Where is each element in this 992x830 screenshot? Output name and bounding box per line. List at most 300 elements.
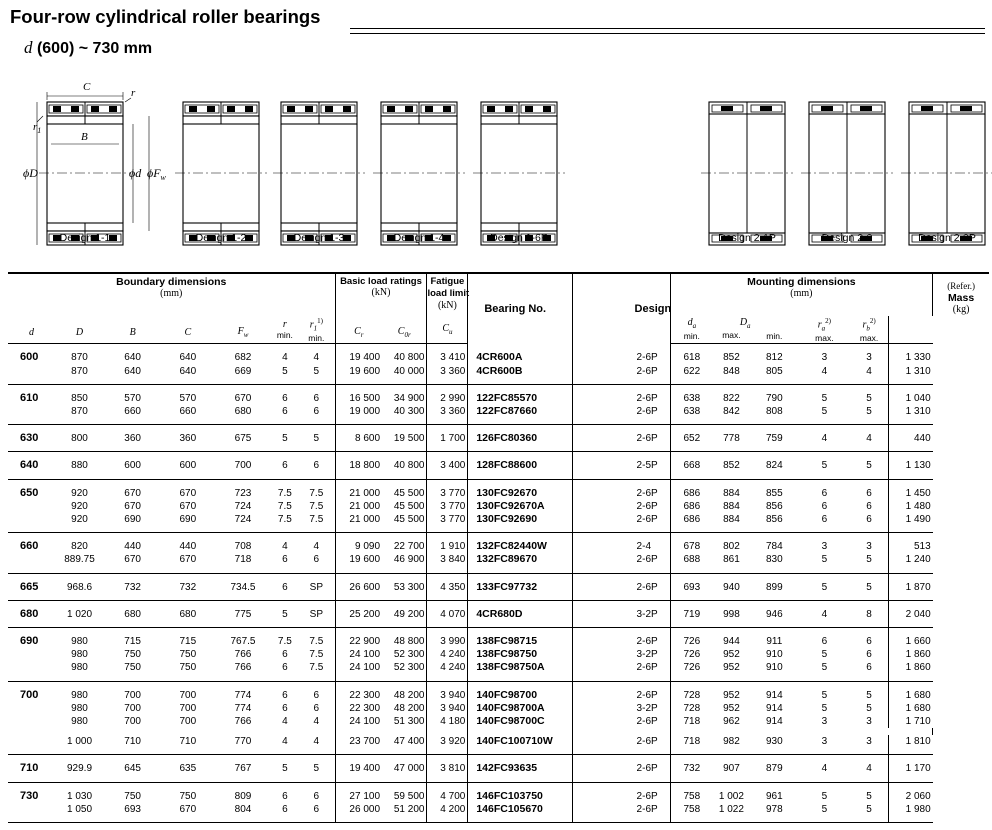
cell-ra: 5 — [799, 661, 850, 681]
cell-Cu: 3 770 — [427, 513, 468, 533]
cell-r: 6 — [272, 452, 299, 479]
cell-r: 7.5 — [277, 487, 292, 499]
row-group — [8, 425, 989, 452]
bearing-no-header: Bearing No. — [468, 273, 572, 344]
cell-rb: 5 — [866, 689, 872, 701]
cell-Fw: 766 — [214, 661, 271, 681]
cell-da: 728 — [670, 681, 713, 702]
cell-D: 800 — [55, 425, 104, 452]
row-group — [8, 782, 989, 822]
cell-r: 4 — [282, 352, 288, 364]
cell-da: 678 — [670, 533, 713, 554]
cell-d: 610 — [20, 391, 39, 404]
cell-da: 726 — [670, 661, 713, 681]
cell-rb: 5 — [850, 452, 889, 479]
cell-d — [8, 715, 55, 728]
mass-header: (Refer.) Mass (kg) — [933, 273, 989, 316]
cell-design: 2-6P — [572, 513, 670, 533]
cell-r: 6 — [282, 649, 288, 661]
cell-design: 2-6P — [572, 735, 670, 755]
cell-bearing-no: 140FC100710W — [468, 735, 572, 755]
cell-Cr: 25 200 — [335, 600, 382, 627]
cell-Cr: 21 000 — [335, 479, 382, 500]
cell-C0r: 45 500 — [393, 500, 425, 512]
cell-r1: 6 — [313, 790, 320, 802]
cell-mass: 1 980 — [889, 803, 933, 823]
cell-Fw: 774 — [234, 689, 252, 701]
cell-B: 750 — [124, 790, 141, 802]
cell-bearing-no: 146FC103750 — [468, 782, 572, 803]
cell-D: 968.6 — [55, 573, 104, 600]
bearing-spec-table — [8, 272, 989, 823]
cell-mass: 1 870 — [889, 573, 933, 600]
cell-Fw: 675 — [214, 425, 271, 452]
cell-r1: 5 — [298, 755, 335, 782]
cell-Da-min: 879 — [750, 755, 799, 782]
design-1-6p-drawing — [473, 102, 565, 245]
design-drawings — [0, 70, 992, 250]
cell-Da-max: 962 — [723, 715, 740, 727]
cell-ra: 5 — [799, 405, 850, 425]
cell-rb: 3 — [866, 541, 872, 553]
cell-C0r: 34 900 — [393, 392, 425, 404]
cell-bearing-no: 130FC92670A — [468, 500, 572, 513]
row-group — [8, 384, 989, 424]
cell-bearing-no: 138FC98715 — [468, 627, 572, 648]
subtitle-d: d — [24, 38, 33, 57]
cell-r1: SP — [298, 573, 335, 600]
cell-Da-max: 884 — [723, 500, 740, 512]
row-group — [8, 452, 989, 479]
cell-Cr: 22 300 — [335, 702, 382, 715]
cell-Da-min: 911 — [766, 635, 783, 647]
row-group — [8, 479, 989, 533]
table-row — [8, 600, 989, 627]
cell-design: 2-6P — [572, 782, 670, 803]
cell-C: 750 — [179, 790, 197, 802]
cell-bearing-no: 142FC93635 — [468, 755, 572, 782]
design-caption: Design 2-2 — [821, 232, 873, 244]
cell-Fw: 774 — [234, 702, 252, 714]
cell-ra: 5 — [821, 702, 828, 714]
cell-r: 4 — [282, 715, 288, 727]
cell-C0r: 45 500 — [382, 513, 427, 533]
cell-Da-min: 824 — [750, 452, 799, 479]
cell-C: 670 — [161, 803, 214, 823]
cell-mass: 1 680 — [889, 681, 933, 702]
cell-C0r: 53 300 — [382, 573, 427, 600]
cell-C0r: 19 500 — [382, 425, 427, 452]
cell-d: 650 — [20, 486, 39, 499]
cell-Cu: 3 840 — [427, 553, 468, 573]
cell-B: 570 — [124, 392, 141, 404]
cell-r: 4 — [272, 735, 299, 755]
cell-ra: 3 — [821, 352, 828, 364]
cell-d: 710 — [8, 755, 55, 782]
cell-Da-min: 914 — [765, 689, 783, 701]
cell-C0r: 40 300 — [382, 405, 427, 425]
cell-d — [8, 513, 55, 533]
cell-D: 920 — [71, 500, 88, 512]
cell-d — [8, 365, 55, 385]
row-group — [8, 533, 989, 573]
table-row — [8, 648, 989, 661]
cell-Da-max: 952 — [723, 702, 740, 714]
cell-Da-min: 899 — [750, 573, 799, 600]
cell-ra: 6 — [821, 635, 828, 647]
cell-ra: 3 — [821, 715, 828, 727]
cell-C0r: 51 300 — [393, 715, 425, 727]
load-ratings-header: Basic load ratings (kN) — [335, 273, 427, 316]
cell-B: 693 — [104, 803, 161, 823]
cell-d — [8, 661, 55, 681]
row-group — [8, 600, 989, 627]
cell-bearing-no: 138FC98750A — [468, 661, 572, 681]
label-B: B — [81, 131, 88, 143]
cell-Da-min: 808 — [750, 405, 799, 425]
cell-Cr: 24 100 — [335, 648, 382, 661]
table-row — [8, 627, 989, 648]
col-C: C — [184, 327, 192, 339]
cell-da: 758 — [670, 803, 713, 823]
cell-d: 680 — [8, 600, 55, 627]
cell-Da-max: 982 — [713, 735, 750, 755]
cell-bearing-no: 126FC80360 — [468, 425, 572, 452]
cell-Fw: 724 — [234, 500, 252, 512]
table-row — [8, 782, 989, 803]
cell-da: 726 — [670, 627, 713, 648]
cell-ra: 5 — [821, 689, 828, 701]
cell-C: 670 — [179, 487, 197, 499]
cell-C0r: 40 000 — [382, 365, 427, 385]
cell-d — [8, 553, 55, 573]
cell-rb: 3 — [866, 352, 872, 364]
cell-r: 6 — [282, 392, 288, 404]
cell-r: 6 — [272, 661, 299, 681]
cell-mass: 1 130 — [889, 452, 933, 479]
cell-Cu: 3 940 — [427, 681, 468, 702]
cell-d — [8, 702, 55, 715]
cell-rb: 6 — [850, 513, 889, 533]
cell-Cr: 18 800 — [335, 452, 382, 479]
cell-ra: 4 — [799, 365, 850, 385]
cell-D: 820 — [71, 541, 88, 553]
col-Da-max: max. — [713, 316, 750, 344]
cell-Da-min: 805 — [750, 365, 799, 385]
cell-r1: 7.5 — [309, 649, 324, 661]
cell-da: 622 — [670, 365, 713, 385]
cell-Fw: 734.5 — [214, 573, 271, 600]
col-C0r: $C_{0r}$ — [397, 326, 411, 340]
cell-rb: 5 — [866, 392, 872, 404]
design-caption: Design 1-6P — [490, 232, 548, 244]
cell-da: 688 — [670, 553, 713, 573]
cell-B: 670 — [124, 487, 141, 499]
cell-Cr: 23 700 — [335, 735, 382, 755]
cell-Cu: 4 240 — [427, 661, 468, 681]
cell-da: 638 — [670, 405, 713, 425]
col-ra: $r_a^{2)}$ max. — [799, 316, 850, 344]
cell-d: 660 — [20, 540, 39, 553]
cell-da: 719 — [670, 600, 713, 627]
table-row — [8, 755, 989, 782]
cell-Fw: 700 — [214, 452, 271, 479]
cell-D: 929.9 — [55, 755, 104, 782]
cell-Da-max: 861 — [713, 553, 750, 573]
cell-Da-max: 940 — [713, 573, 750, 600]
cell-da: 618 — [670, 344, 713, 365]
cell-C: 670 — [161, 553, 214, 573]
cell-D: 870 — [71, 352, 88, 364]
cell-design: 2-6P — [572, 573, 670, 600]
cell-mass: 1 710 — [889, 715, 933, 728]
cell-mass: 1 240 — [889, 553, 933, 573]
table-row — [8, 384, 989, 405]
cell-Da-min: 910 — [765, 649, 783, 661]
cell-design: 3-2P — [572, 648, 670, 661]
design-1-2-drawing — [175, 102, 267, 245]
cell-bearing-no: 140FC98700 — [468, 681, 572, 702]
cell-Fw: 804 — [214, 803, 271, 823]
table-row — [8, 573, 989, 600]
col-r: r min. — [272, 316, 299, 344]
cell-design: 2-6P — [572, 479, 670, 500]
row-group — [8, 681, 989, 755]
cell-Cr: 24 100 — [335, 661, 382, 681]
cell-bearing-no: 133FC97732 — [468, 573, 572, 600]
cell-Da-min: 914 — [765, 702, 783, 714]
cell-d — [8, 500, 55, 513]
cell-C0r: 52 300 — [382, 661, 427, 681]
cell-C: 750 — [179, 649, 197, 661]
col-d: d — [29, 327, 34, 339]
cell-r1: 6 — [313, 702, 320, 714]
cell-C: 670 — [179, 500, 197, 512]
design-caption: Design 1-3 — [293, 232, 345, 244]
cell-mass: 1 810 — [889, 735, 933, 755]
cell-bearing-no: 138FC98750 — [468, 648, 572, 661]
cell-C: 640 — [179, 352, 197, 364]
cell-r: 6 — [272, 405, 299, 425]
bearing-drawings-svg — [0, 70, 992, 250]
cell-B: 640 — [124, 352, 141, 364]
cell-B: 700 — [124, 702, 141, 714]
cell-C0r: 22 700 — [393, 541, 425, 553]
cell-rb: 4 — [850, 755, 889, 782]
design-2-2-drawing — [801, 102, 893, 245]
cell-Da-max: 952 — [723, 649, 740, 661]
cell-bearing-no: 122FC85570 — [468, 384, 572, 405]
cell-Fw: 767.5 — [230, 635, 256, 647]
cell-mass: 513 — [889, 533, 933, 554]
cell-C0r: 47 400 — [382, 735, 427, 755]
design-2-2p-drawing — [901, 102, 992, 245]
cell-Da-min: 946 — [750, 600, 799, 627]
design-caption: Design 1-1 — [59, 232, 111, 244]
cell-rb: 5 — [850, 803, 889, 823]
cell-C0r: 52 300 — [393, 649, 425, 661]
cell-D: 980 — [71, 649, 88, 661]
cell-ra: 5 — [821, 649, 828, 661]
cell-da: 728 — [670, 702, 713, 715]
design-caption: Design 1-4 — [393, 232, 445, 244]
cell-Da-max: 852 — [723, 352, 740, 364]
cell-d — [8, 405, 55, 425]
cell-Cu: 3 770 — [427, 500, 468, 513]
cell-design: 2-6P — [572, 681, 670, 702]
cell-d: 730 — [20, 789, 39, 802]
cell-D: 980 — [55, 661, 104, 681]
col-Cr: $C_r$ — [354, 326, 364, 340]
cell-Cu: 2 990 — [427, 384, 468, 405]
design-1-4-drawing — [373, 102, 465, 245]
cell-Da-max: 852 — [713, 452, 750, 479]
cell-da: 668 — [670, 452, 713, 479]
cell-C: 715 — [179, 635, 197, 647]
cell-r: 6 — [282, 689, 288, 701]
cell-r: 7.5 — [277, 635, 292, 647]
cell-D: 1 020 — [55, 600, 104, 627]
cell-Cu: 3 770 — [427, 479, 468, 500]
cell-Cu: 3 360 — [427, 365, 468, 385]
cell-Cr: 26 600 — [335, 573, 382, 600]
cell-mass: 1 490 — [889, 513, 933, 533]
cell-ra: 6 — [799, 513, 850, 533]
cell-C: 700 — [179, 715, 197, 727]
cell-r: 4 — [282, 541, 288, 553]
cell-design: 2-4 — [572, 533, 670, 554]
col-B: B — [129, 327, 136, 339]
cell-D: 850 — [71, 392, 88, 404]
cell-Cu: 4 070 — [427, 600, 468, 627]
cell-Cu: 4 350 — [427, 573, 468, 600]
cell-mass: 1 170 — [889, 755, 933, 782]
cell-bearing-no: 140FC98700A — [468, 702, 572, 715]
cell-design: 2-6P — [572, 661, 670, 681]
cell-Cr: 26 000 — [335, 803, 382, 823]
cell-D: 980 — [71, 689, 88, 701]
col-rb: $r_b^{2)}$ max. — [850, 316, 889, 344]
cell-B: 440 — [124, 541, 141, 553]
row-group — [8, 627, 989, 681]
cell-D: 889.75 — [55, 553, 104, 573]
label-r1: $r_1$ — [33, 121, 42, 135]
cell-Da-max: 778 — [713, 425, 750, 452]
cell-ra: 4 — [799, 425, 850, 452]
cell-Da-min: 978 — [750, 803, 799, 823]
cell-Fw: 809 — [234, 790, 252, 802]
cell-C0r: 59 500 — [393, 790, 425, 802]
cell-design: 2-6P — [572, 425, 670, 452]
cell-Fw: 708 — [234, 541, 252, 553]
cell-d — [8, 648, 55, 661]
cell-Cr: 24 100 — [335, 715, 382, 728]
cell-Cu: 4 700 — [427, 782, 468, 803]
cell-C: 600 — [161, 452, 214, 479]
cell-d: 600 — [20, 351, 39, 364]
cell-r1: 5 — [298, 365, 335, 385]
cell-Fw: 767 — [214, 755, 271, 782]
cell-ra: 4 — [799, 600, 850, 627]
cell-Cr: 21 000 — [335, 513, 382, 533]
cell-mass: 2 060 — [889, 782, 933, 803]
cell-Da-max: 1 002 — [718, 790, 744, 802]
cell-da: 638 — [670, 384, 713, 405]
table-row — [8, 715, 989, 728]
cell-d — [8, 735, 55, 755]
cell-Da-min: 759 — [750, 425, 799, 452]
cell-Da-min: 830 — [750, 553, 799, 573]
cell-B: 360 — [104, 425, 161, 452]
cell-d: 690 — [20, 634, 39, 647]
cell-D: 980 — [71, 715, 88, 727]
cell-rb: 5 — [850, 553, 889, 573]
cell-design: 2-6P — [572, 500, 670, 513]
table-row — [8, 405, 989, 425]
cell-B: 670 — [124, 500, 141, 512]
cell-B: 715 — [124, 635, 141, 647]
cell-r: 7.5 — [272, 513, 299, 533]
cell-design: 2-6P — [572, 344, 670, 365]
cell-ra: 3 — [821, 541, 828, 553]
cell-rb: 6 — [866, 487, 872, 499]
cell-mass: 1 310 — [889, 365, 933, 385]
cell-ra: 5 — [799, 803, 850, 823]
cell-d: 640 — [8, 452, 55, 479]
cell-design: 2-6P — [572, 553, 670, 573]
row-group — [8, 344, 989, 384]
label-r: r — [131, 87, 136, 99]
cell-Da-max: 848 — [713, 365, 750, 385]
col-r1: $r_1^{1)}$ min. — [298, 316, 335, 344]
cell-rb: 4 — [850, 365, 889, 385]
cell-C0r: 48 800 — [393, 635, 425, 647]
cell-da: 686 — [670, 513, 713, 533]
cell-da: 652 — [670, 425, 713, 452]
page-header — [10, 6, 985, 66]
cell-mass: 1 450 — [889, 479, 933, 500]
design-1-3-drawing — [273, 102, 365, 245]
cell-da: 758 — [670, 782, 713, 803]
table-row — [8, 553, 989, 573]
cell-C: 732 — [161, 573, 214, 600]
cell-mass: 1 480 — [889, 500, 933, 513]
table-row — [8, 803, 989, 823]
cell-mass: 1 310 — [889, 405, 933, 425]
label-d: ϕd — [129, 166, 142, 180]
cell-Cu: 3 410 — [427, 344, 468, 365]
cell-r: 5 — [272, 755, 299, 782]
cell-Fw: 669 — [214, 365, 271, 385]
cell-r1: 6 — [298, 452, 335, 479]
cell-design: 2-6P — [572, 715, 670, 728]
cell-r: 6 — [272, 573, 299, 600]
design-caption: Design 1-2 — [195, 232, 247, 244]
table-row — [8, 365, 989, 385]
cell-C0r: 48 200 — [393, 702, 425, 714]
cell-r1: 7.5 — [298, 513, 335, 533]
cell-Cu: 3 940 — [427, 702, 468, 715]
cell-d: 630 — [8, 425, 55, 452]
cell-bearing-no: 130FC92690 — [468, 513, 572, 533]
cell-Da-max: 884 — [713, 513, 750, 533]
cell-mass: 440 — [889, 425, 933, 452]
cell-bearing-no: 130FC92670 — [468, 479, 572, 500]
cell-da: 686 — [670, 479, 713, 500]
cell-bearing-no: 128FC88600 — [468, 452, 572, 479]
cell-r1: SP — [298, 600, 335, 627]
cell-Da-max: 998 — [713, 600, 750, 627]
